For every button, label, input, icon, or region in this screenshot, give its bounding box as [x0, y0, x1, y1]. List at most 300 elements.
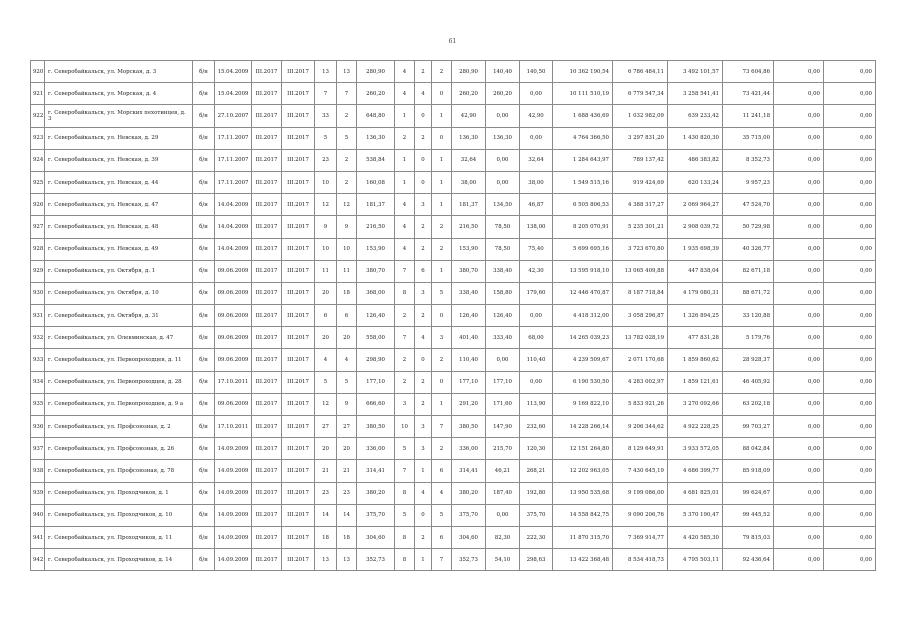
- cell-residents-relocated: 2: [337, 105, 357, 127]
- cell-residents-total: 20: [315, 282, 337, 304]
- cell-total-cost: 13 422 368,48: [553, 549, 613, 571]
- cell-actual-completion: III.2017: [282, 549, 315, 571]
- cell-region-cost: 2 069 964,27: [668, 194, 723, 216]
- table-row: [31, 504, 876, 526]
- cell-apartments-private: 1: [415, 460, 432, 482]
- cell-planned-completion: III.2017: [252, 171, 282, 193]
- cell-actual-completion: III.2017: [282, 83, 315, 105]
- cell-total-area: 336,00: [357, 438, 395, 460]
- cell-extra-cost-2: 0,00: [824, 327, 876, 349]
- cell-actual-completion: III.2017: [282, 61, 315, 83]
- cell-extra-cost-1: 0,00: [774, 105, 824, 127]
- cell-document-date: 17.10.2011: [215, 416, 252, 438]
- cell-region-cost: 447 838,04: [668, 260, 723, 282]
- cell-apartments-municipal: 2: [432, 216, 452, 238]
- cell-residents-relocated: 10: [337, 238, 357, 260]
- cell-address: г. Северобайкальск, ул. Невская, д. 47: [45, 194, 193, 216]
- cell-actual-completion: III.2017: [282, 504, 315, 526]
- cell-apartments-private: 3: [415, 194, 432, 216]
- cell-apartments-municipal: 4: [432, 482, 452, 504]
- cell-apartments-total: 2: [395, 305, 415, 327]
- cell-municipal-area: 232,60: [520, 416, 553, 438]
- cell-private-area: 333,40: [486, 327, 520, 349]
- housing-registry-table: [30, 60, 876, 571]
- cell-extra-cost-2: 0,00: [824, 282, 876, 304]
- cell-residents-total: 23: [315, 149, 337, 171]
- cell-private-area: 78,50: [486, 216, 520, 238]
- cell-municipal-area: 75,40: [520, 238, 553, 260]
- cell-region-cost: 3 270 092,66: [668, 393, 723, 415]
- cell-document-date: 14.09.2009: [215, 482, 252, 504]
- cell-region-cost: 639 233,42: [668, 105, 723, 127]
- cell-relocated-area: 338,40: [452, 282, 486, 304]
- cell-planned-completion: III.2017: [252, 61, 282, 83]
- cell-private-area: 0,00: [486, 105, 520, 127]
- cell-total-area: 126,40: [357, 305, 395, 327]
- cell-document-date: 14.09.2009: [215, 438, 252, 460]
- cell-extra-cost-2: 0,00: [824, 549, 876, 571]
- cell-municipal-area: 268,21: [520, 460, 553, 482]
- cell-apartments-total: 4: [395, 61, 415, 83]
- cell-extra-cost-2: 0,00: [824, 526, 876, 548]
- cell-document-number: б/н: [193, 526, 215, 548]
- cell-fund-cost: 13 065 409,88: [613, 260, 668, 282]
- cell-document-date: 14.09.2009: [215, 549, 252, 571]
- cell-residents-relocated: 23: [337, 482, 357, 504]
- cell-document-date: 17.11.2007: [215, 171, 252, 193]
- cell-document-number: б/н: [193, 282, 215, 304]
- cell-planned-completion: III.2017: [252, 349, 282, 371]
- cell-residents-relocated: 18: [337, 526, 357, 548]
- cell-relocated-area: 375,70: [452, 504, 486, 526]
- cell-residents-total: 21: [315, 460, 337, 482]
- cell-apartments-municipal: 7: [432, 416, 452, 438]
- cell-document-date: 14.09.2009: [215, 504, 252, 526]
- cell-planned-completion: III.2017: [252, 438, 282, 460]
- table-row: [31, 61, 876, 83]
- cell-residents-relocated: 9: [337, 393, 357, 415]
- cell-extra-cost-2: 0,00: [824, 238, 876, 260]
- cell-actual-completion: III.2017: [282, 460, 315, 482]
- cell-actual-completion: III.2017: [282, 238, 315, 260]
- cell-local-cost: 11 241,18: [723, 105, 774, 127]
- cell-apartments-total: 8: [395, 549, 415, 571]
- cell-planned-completion: III.2017: [252, 416, 282, 438]
- cell-residents-total: 20: [315, 438, 337, 460]
- cell-apartments-private: 3: [415, 438, 432, 460]
- cell-document-date: 14.04.2009: [215, 194, 252, 216]
- cell-apartments-municipal: 3: [432, 327, 452, 349]
- cell-apartments-total: 10: [395, 416, 415, 438]
- cell-row-number: 930: [31, 282, 45, 304]
- table-row: [31, 260, 876, 282]
- cell-municipal-area: 192,80: [520, 482, 553, 504]
- cell-private-area: 171,60: [486, 393, 520, 415]
- cell-municipal-area: 42,30: [520, 260, 553, 282]
- cell-row-number: 926: [31, 194, 45, 216]
- cell-residents-total: 11: [315, 260, 337, 282]
- cell-document-number: б/н: [193, 305, 215, 327]
- cell-apartments-municipal: 2: [432, 61, 452, 83]
- cell-total-cost: 13 595 918,10: [553, 260, 613, 282]
- cell-total-area: 380,20: [357, 482, 395, 504]
- cell-region-cost: 2 908 039,72: [668, 216, 723, 238]
- cell-extra-cost-2: 0,00: [824, 216, 876, 238]
- cell-fund-cost: 1 032 982,09: [613, 105, 668, 127]
- cell-total-cost: 9 169 822,10: [553, 393, 613, 415]
- cell-document-number: б/н: [193, 549, 215, 571]
- cell-apartments-private: 3: [415, 416, 432, 438]
- cell-address: г. Северобайкальск, ул. Первопроходцев, д. 9 а: [45, 393, 193, 415]
- cell-region-cost: 1 430 820,30: [668, 127, 723, 149]
- table-row: [31, 371, 876, 393]
- cell-extra-cost-2: 0,00: [824, 482, 876, 504]
- cell-apartments-private: 4: [415, 482, 432, 504]
- cell-region-cost: 1 935 698,39: [668, 238, 723, 260]
- cell-residents-total: 12: [315, 393, 337, 415]
- cell-relocated-area: 153,90: [452, 238, 486, 260]
- cell-region-cost: 4 686 399,77: [668, 460, 723, 482]
- cell-apartments-total: 4: [395, 238, 415, 260]
- cell-residents-relocated: 11: [337, 260, 357, 282]
- cell-fund-cost: 8 534 418,73: [613, 549, 668, 571]
- cell-extra-cost-2: 0,00: [824, 127, 876, 149]
- table-row: [31, 105, 876, 127]
- cell-extra-cost-2: 0,00: [824, 349, 876, 371]
- table-row: [31, 438, 876, 460]
- cell-apartments-private: 2: [415, 61, 432, 83]
- cell-actual-completion: III.2017: [282, 416, 315, 438]
- cell-apartments-private: 2: [415, 127, 432, 149]
- cell-private-area: 177,10: [486, 371, 520, 393]
- cell-relocated-area: 136,30: [452, 127, 486, 149]
- table-row: [31, 194, 876, 216]
- cell-document-date: 09.06.2009: [215, 327, 252, 349]
- cell-document-date: 14.04.2009: [215, 238, 252, 260]
- cell-extra-cost-1: 0,00: [774, 349, 824, 371]
- cell-private-area: 134,50: [486, 194, 520, 216]
- cell-actual-completion: III.2017: [282, 438, 315, 460]
- cell-address: г. Северобайкальск, ул. Профсоюзная, д. 2: [45, 416, 193, 438]
- cell-residents-total: 23: [315, 482, 337, 504]
- cell-total-area: 160,08: [357, 171, 395, 193]
- cell-row-number: 927: [31, 216, 45, 238]
- cell-total-cost: 12 202 963,05: [553, 460, 613, 482]
- table-row: [31, 127, 876, 149]
- cell-private-area: 82,30: [486, 526, 520, 548]
- cell-address: г. Северобайкальск, ул. Проходчиков, д. 10: [45, 504, 193, 526]
- cell-actual-completion: III.2017: [282, 105, 315, 127]
- cell-document-number: б/н: [193, 194, 215, 216]
- cell-local-cost: 35 715,00: [723, 127, 774, 149]
- cell-total-cost: 1 688 436,69: [553, 105, 613, 127]
- cell-municipal-area: 179,60: [520, 282, 553, 304]
- cell-total-cost: 1 284 643,97: [553, 149, 613, 171]
- table-row: [31, 305, 876, 327]
- cell-document-number: б/н: [193, 61, 215, 83]
- cell-row-number: 934: [31, 371, 45, 393]
- cell-actual-completion: III.2017: [282, 127, 315, 149]
- cell-apartments-total: 2: [395, 371, 415, 393]
- cell-local-cost: 99 624,67: [723, 482, 774, 504]
- cell-row-number: 928: [31, 238, 45, 260]
- cell-residents-relocated: 27: [337, 416, 357, 438]
- cell-row-number: 921: [31, 83, 45, 105]
- cell-fund-cost: 3 723 670,80: [613, 238, 668, 260]
- cell-relocated-area: 126,40: [452, 305, 486, 327]
- cell-apartments-municipal: 5: [432, 504, 452, 526]
- cell-apartments-total: 7: [395, 327, 415, 349]
- cell-actual-completion: III.2017: [282, 349, 315, 371]
- cell-address: г. Северобайкальск, ул. Профсоюзная, д. 26: [45, 438, 193, 460]
- cell-address: г. Северобайкальск, ул. Олекминская, д. 47: [45, 327, 193, 349]
- cell-planned-completion: III.2017: [252, 282, 282, 304]
- cell-actual-completion: III.2017: [282, 482, 315, 504]
- cell-extra-cost-2: 0,00: [824, 194, 876, 216]
- cell-fund-cost: 4 388 317,27: [613, 194, 668, 216]
- cell-document-date: 17.11.2007: [215, 127, 252, 149]
- cell-document-number: б/н: [193, 127, 215, 149]
- cell-municipal-area: 222,30: [520, 526, 553, 548]
- cell-residents-total: 10: [315, 238, 337, 260]
- cell-actual-completion: III.2017: [282, 216, 315, 238]
- cell-apartments-municipal: 0: [432, 371, 452, 393]
- cell-actual-completion: III.2017: [282, 526, 315, 548]
- cell-relocated-area: 336,00: [452, 438, 486, 460]
- cell-address: г. Северобайкальск, ул. Октября, д. 10: [45, 282, 193, 304]
- cell-municipal-area: 38,00: [520, 171, 553, 193]
- cell-municipal-area: 32,64: [520, 149, 553, 171]
- table-row: [31, 482, 876, 504]
- cell-residents-relocated: 20: [337, 327, 357, 349]
- cell-document-number: б/н: [193, 149, 215, 171]
- cell-planned-completion: III.2017: [252, 526, 282, 548]
- cell-address: г. Северобайкальск, ул. Морская, д. 3: [45, 61, 193, 83]
- cell-municipal-area: 140,50: [520, 61, 553, 83]
- cell-address: г. Северобайкальск, ул. Морских пехотинцев, д. 3: [45, 105, 193, 127]
- cell-residents-relocated: 13: [337, 61, 357, 83]
- cell-apartments-municipal: 6: [432, 526, 452, 548]
- table-row: [31, 83, 876, 105]
- cell-document-number: б/н: [193, 105, 215, 127]
- cell-apartments-total: 8: [395, 482, 415, 504]
- table-row: [31, 349, 876, 371]
- cell-extra-cost-2: 0,00: [824, 504, 876, 526]
- cell-extra-cost-2: 0,00: [824, 105, 876, 127]
- cell-fund-cost: 7 430 645,19: [613, 460, 668, 482]
- cell-apartments-private: 0: [415, 349, 432, 371]
- cell-address: г. Северобайкальск, ул. Невская, д. 39: [45, 149, 193, 171]
- cell-extra-cost-1: 0,00: [774, 149, 824, 171]
- cell-region-cost: 4 922 228,25: [668, 416, 723, 438]
- cell-planned-completion: III.2017: [252, 482, 282, 504]
- cell-extra-cost-1: 0,00: [774, 371, 824, 393]
- cell-fund-cost: 5 235 301,21: [613, 216, 668, 238]
- cell-address: г. Северобайкальск, ул. Невская, д. 48: [45, 216, 193, 238]
- cell-extra-cost-1: 0,00: [774, 282, 824, 304]
- cell-apartments-private: 0: [415, 105, 432, 127]
- cell-relocated-area: 280,90: [452, 61, 486, 83]
- cell-region-cost: 1 859 121,61: [668, 371, 723, 393]
- cell-document-number: б/н: [193, 416, 215, 438]
- cell-residents-total: 14: [315, 504, 337, 526]
- cell-local-cost: 73 421,44: [723, 83, 774, 105]
- cell-apartments-private: 6: [415, 260, 432, 282]
- cell-municipal-area: 375,70: [520, 504, 553, 526]
- cell-private-area: 136,30: [486, 127, 520, 149]
- cell-residents-total: 13: [315, 61, 337, 83]
- cell-residents-total: 18: [315, 526, 337, 548]
- cell-planned-completion: III.2017: [252, 127, 282, 149]
- cell-extra-cost-1: 0,00: [774, 504, 824, 526]
- cell-relocated-area: 291,20: [452, 393, 486, 415]
- cell-residents-relocated: 6: [337, 305, 357, 327]
- cell-private-area: 0,00: [486, 504, 520, 526]
- cell-private-area: 126,40: [486, 305, 520, 327]
- cell-total-cost: 12 446 470,87: [553, 282, 613, 304]
- cell-row-number: 935: [31, 393, 45, 415]
- cell-row-number: 923: [31, 127, 45, 149]
- cell-total-cost: 13 950 535,68: [553, 482, 613, 504]
- cell-local-cost: 79 815,03: [723, 526, 774, 548]
- cell-total-area: 648,80: [357, 105, 395, 127]
- cell-total-cost: 14 265 039,23: [553, 327, 613, 349]
- cell-local-cost: 88 671,72: [723, 282, 774, 304]
- cell-extra-cost-1: 0,00: [774, 83, 824, 105]
- cell-actual-completion: III.2017: [282, 282, 315, 304]
- cell-row-number: 931: [31, 305, 45, 327]
- cell-row-number: 940: [31, 504, 45, 526]
- cell-fund-cost: 2 071 170,68: [613, 349, 668, 371]
- cell-document-number: б/н: [193, 238, 215, 260]
- cell-apartments-total: 7: [395, 460, 415, 482]
- cell-local-cost: 73 604,86: [723, 61, 774, 83]
- cell-extra-cost-2: 0,00: [824, 171, 876, 193]
- cell-apartments-municipal: 1: [432, 393, 452, 415]
- cell-residents-total: 12: [315, 194, 337, 216]
- cell-local-cost: 46 405,92: [723, 371, 774, 393]
- cell-document-number: б/н: [193, 438, 215, 460]
- cell-document-number: б/н: [193, 216, 215, 238]
- cell-apartments-private: 2: [415, 371, 432, 393]
- cell-municipal-area: 0,00: [520, 127, 553, 149]
- cell-fund-cost: 6 786 484,11: [613, 61, 668, 83]
- cell-apartments-total: 5: [395, 504, 415, 526]
- cell-residents-total: 5: [315, 371, 337, 393]
- cell-document-date: 15.04.2009: [215, 83, 252, 105]
- cell-residents-relocated: 7: [337, 83, 357, 105]
- cell-total-area: 558,00: [357, 327, 395, 349]
- cell-residents-relocated: 4: [337, 349, 357, 371]
- cell-actual-completion: III.2017: [282, 305, 315, 327]
- cell-municipal-area: 46,87: [520, 194, 553, 216]
- cell-extra-cost-2: 0,00: [824, 460, 876, 482]
- cell-address: г. Северобайкальск, ул. Октября, д. 31: [45, 305, 193, 327]
- cell-residents-relocated: 2: [337, 149, 357, 171]
- cell-apartments-private: 4: [415, 83, 432, 105]
- cell-document-number: б/н: [193, 371, 215, 393]
- cell-local-cost: 99 445,52: [723, 504, 774, 526]
- cell-planned-completion: III.2017: [252, 260, 282, 282]
- cell-apartments-municipal: 2: [432, 349, 452, 371]
- cell-region-cost: 3 933 572,05: [668, 438, 723, 460]
- cell-private-area: 260,20: [486, 83, 520, 105]
- cell-planned-completion: III.2017: [252, 305, 282, 327]
- cell-extra-cost-1: 0,00: [774, 216, 824, 238]
- cell-document-date: 17.10.2011: [215, 371, 252, 393]
- cell-row-number: 922: [31, 105, 45, 127]
- cell-fund-cost: 4 283 002,97: [613, 371, 668, 393]
- cell-fund-cost: 9 199 086,00: [613, 482, 668, 504]
- cell-planned-completion: III.2017: [252, 460, 282, 482]
- cell-extra-cost-1: 0,00: [774, 549, 824, 571]
- cell-total-cost: 8 205 070,91: [553, 216, 613, 238]
- cell-fund-cost: 789 137,42: [613, 149, 668, 171]
- cell-relocated-area: 181,37: [452, 194, 486, 216]
- cell-apartments-total: 7: [395, 260, 415, 282]
- cell-municipal-area: 42,90: [520, 105, 553, 127]
- cell-municipal-area: 113,90: [520, 393, 553, 415]
- cell-residents-relocated: 14: [337, 504, 357, 526]
- cell-total-area: 352,73: [357, 549, 395, 571]
- table-row: [31, 149, 876, 171]
- cell-address: г. Северобайкальск, ул. Октября, д. 1: [45, 260, 193, 282]
- cell-address: г. Северобайкальск, ул. Проходчиков, д. 14: [45, 549, 193, 571]
- cell-residents-total: 13: [315, 549, 337, 571]
- cell-relocated-area: 304,60: [452, 526, 486, 548]
- cell-apartments-private: 2: [415, 393, 432, 415]
- cell-apartments-private: 0: [415, 149, 432, 171]
- cell-address: г. Северобайкальск, ул. Проходчиков, д. 1: [45, 482, 193, 504]
- cell-apartments-total: 8: [395, 526, 415, 548]
- cell-fund-cost: 9 090 206,76: [613, 504, 668, 526]
- cell-apartments-total: 1: [395, 171, 415, 193]
- cell-extra-cost-2: 0,00: [824, 416, 876, 438]
- cell-residents-total: 27: [315, 416, 337, 438]
- cell-local-cost: 33 120,88: [723, 305, 774, 327]
- cell-municipal-area: 0,00: [520, 371, 553, 393]
- cell-apartments-private: 0: [415, 504, 432, 526]
- cell-apartments-private: 0: [415, 171, 432, 193]
- cell-address: г. Северобайкальск, ул. Морская, д. 4: [45, 83, 193, 105]
- cell-total-area: 136,30: [357, 127, 395, 149]
- cell-region-cost: 4 681 825,01: [668, 482, 723, 504]
- cell-total-cost: 6 505 806,53: [553, 194, 613, 216]
- cell-total-area: 181,37: [357, 194, 395, 216]
- cell-extra-cost-2: 0,00: [824, 438, 876, 460]
- cell-extra-cost-1: 0,00: [774, 526, 824, 548]
- cell-total-cost: 14 558 842,75: [553, 504, 613, 526]
- cell-municipal-area: 138,00: [520, 216, 553, 238]
- cell-private-area: 0,00: [486, 349, 520, 371]
- cell-relocated-area: 177,10: [452, 371, 486, 393]
- cell-region-cost: 4 795 503,11: [668, 549, 723, 571]
- cell-fund-cost: 13 782 028,19: [613, 327, 668, 349]
- cell-apartments-private: 1: [415, 549, 432, 571]
- cell-row-number: 925: [31, 171, 45, 193]
- cell-total-cost: 14 228 266,14: [553, 416, 613, 438]
- cell-private-area: 147,90: [486, 416, 520, 438]
- cell-municipal-area: 298,63: [520, 549, 553, 571]
- cell-total-cost: 1 549 515,16: [553, 171, 613, 193]
- cell-local-cost: 63 202,18: [723, 393, 774, 415]
- cell-extra-cost-1: 0,00: [774, 238, 824, 260]
- cell-planned-completion: III.2017: [252, 371, 282, 393]
- cell-total-area: 368,00: [357, 282, 395, 304]
- cell-total-area: 380,50: [357, 416, 395, 438]
- cell-extra-cost-2: 0,00: [824, 305, 876, 327]
- cell-apartments-private: 2: [415, 305, 432, 327]
